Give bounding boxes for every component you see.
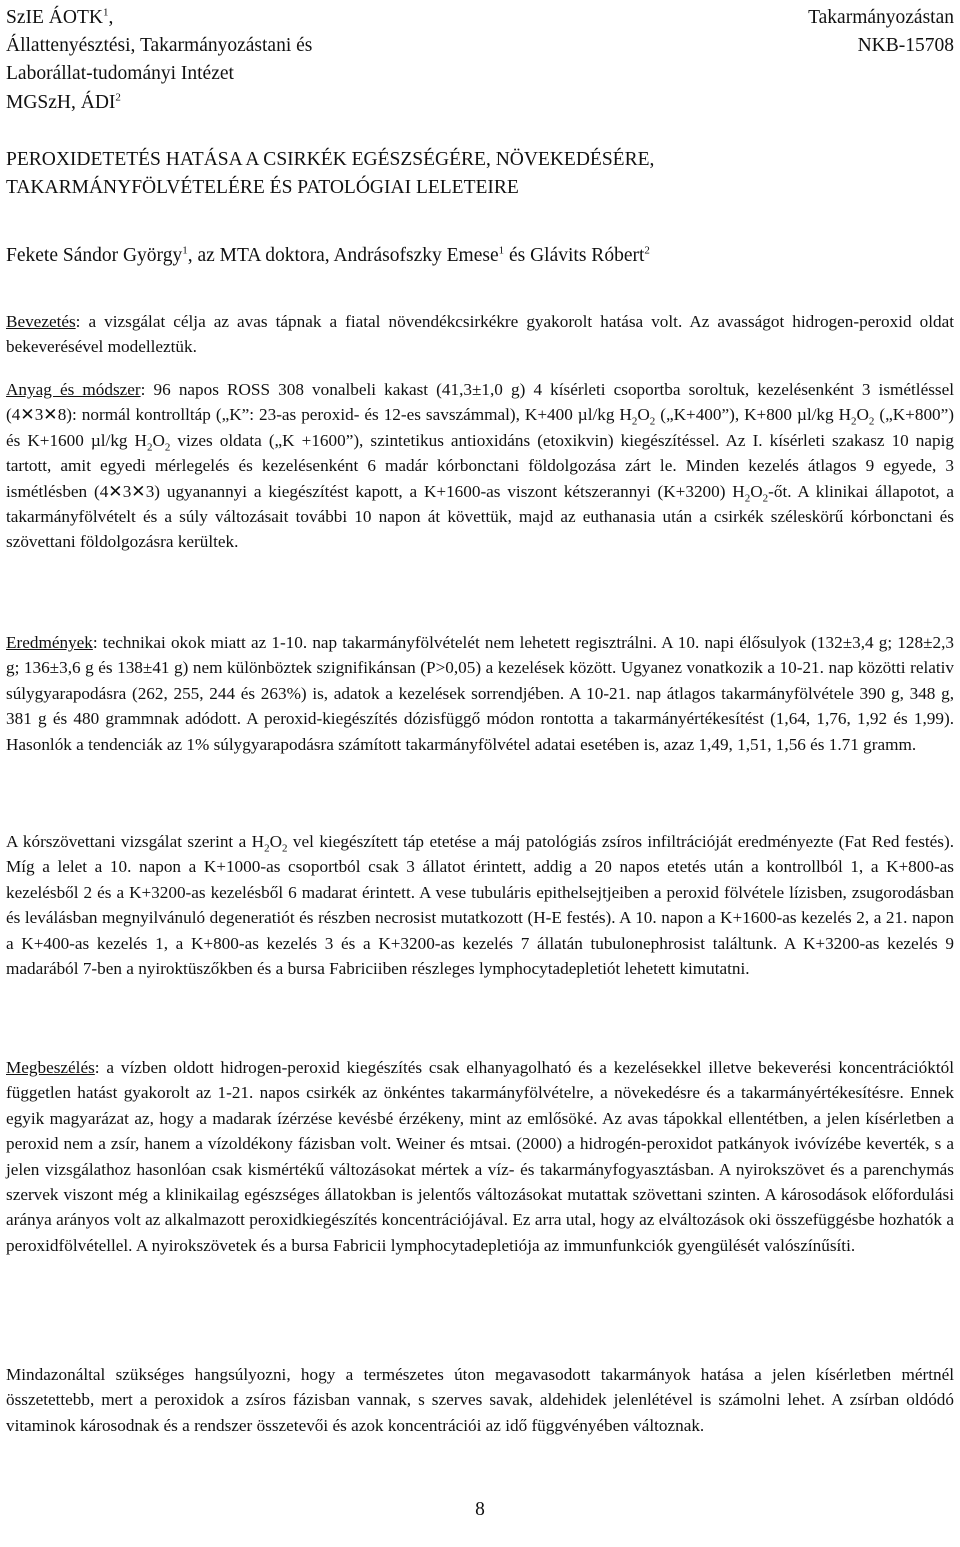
section-histopathology: A kórszövettani vizsgálat szerint a $H_2O_2$ vel kiegészített táp etetése a máj patológiás zsíros infiltrációját eredményezte (Fat Red festés). Míg a lelet a 10. napon a K+1000-as csoportból csak 3 állatot érintett, addig a 20 napos etetés után a kontrollból 1, a K+800-as kezelésből 2 és a K+3200-as kezelésből 6 madarat érintett. A vese tubuláris epithelsejtjeiben a peroxid fölvétele lízisben, zsugorodásban és leválásban megnyilvánuló degeneratiót és részben necrosist mutatkozott (H-E festés). A 10. napon a K+1600-as kezelés 2, a 21. napon a K+400-as kezelés 1, a K+800-as kezelés 3 és a K+3200-as kezelés 7 állatán tubulonephrosist találtunk. A K+3200-as kezelés 9 madarából 7-ben a nyiroktüszőkben és a bursa Fabriciiben részleges lymphocytadepletiót lehetett kimutatni. [6, 832, 955, 979]
project-code: NKB-15708 [857, 35, 954, 57]
institution-line-3: Laborállat-tudományi Intézet [6, 63, 234, 85]
institution-block [6, 4, 312, 117]
discussion-text: : a vízben oldott hidrogen-peroxid kiegészítés csak elhanyagolható és a kezelésekkel illetve bekeverési koncentrációktól független hatást gyakorolt az 1-21. napos csirkék az önkéntes takarmányfölvételre, a növekedésre és a takarmányértékesítésre. Ennek egyik magyarázat az, hogy a madarak ízérzése kevésbé érzékeny, mint az emlősöké. Az avas tápokkal ellentétben, a jelen kísérletben a peroxid nem a zsír, hanem a vízoldékony fázisban volt. Weiner és mtsai. (2000) a hidrogén-peroxidot patkányok ivóvízébe keverték, s a jelen vizsgálathoz hasonlóan csak kismértékű változásokat mértek a víz- és takarmányfogyasztásban. A nyirokszövet és a parenchymás szervek viszont még a klinikailag egészséges állatokban is jelentős változásokat mutattak szövettani szinten. A károsodások előfordulási aránya arányos volt az alkalmazott peroxidkiegészítés koncentrációjával. Ez arra utal, hogy az elváltozások oki összefüggésbe hozhatók a peroxidfölvétellel. A nyirokszövetek és a bursa Fabricii lymphocytadepletiója az immunfunkciók gyengülését valószínűsíti. [6, 1058, 954, 1255]
header [6, 0, 954, 130]
section-closing [6, 1362, 954, 1438]
institution-line-4: MGSzH, ÁDI$^2$ [6, 91, 121, 113]
results-heading: Eredmények [6, 633, 93, 652]
intro-text: : a vizsgálat célja az avas tápnak a fiatal növendékcsirkékre gyakorolt hatása volt. Az avasságot hidrogen-peroxid oldat bekeverésével modelleztük. [6, 312, 954, 357]
section-methods: Anyag és módszer: 96 napos ROSS 308 vonalbeli kakast (41,3±1,0 g) 4 kísérleti csoportba soroltuk, kezelésenként 3 ismétléssel (4✕3✕8): normál kontrolltáp („K”: 23-as peroxid- és 12-es savszámmal), K+400 µl/kg $H_2O_2$ („K+400”), K+800 µl/kg $H_2O_2$ („K+800”) és K+1600 µl/kg $H_2O_2$ vizes oldata („K +1600”), szintetikus antioxidáns (etoxikvin) kiegészítéssel. Az I. kísérleti szakasz 10 napig tartott, amit egyedi mérlegelés és kezelésenként 6 madár kórbonctani földolgozása zárt le. Minden kezelés átlagos 9 egyede, 3 ismétlésben (4✕3✕3) ugyanannyi a kiegészítést kapott, a K+1600-as viszont kétszerannyi (K+3200) $H_2O_2-őt$. A klinikai állapotot, a takarmányfölvételt és a súly változásait további 10 napon át követtük, majd az euthanasia után a csirkék széleskörű kórbonctani és szövettani földolgozásra kerültek. [6, 380, 954, 552]
closing-text: Mindazonáltal szükséges hangsúlyozni, hogy a természetes úton megavasodott takarmányok hatása a jelen kísérletben mértnél összetettebb, mert a peroxidok a zsíros fázisban vannak, s szerves savak, aldehidek jelenlétével is számolni lehet. A zsírban oldódó vitaminok károsodnak és a rendszer összetevői és azok koncentrációi az idő függvényében változnak. [6, 1365, 954, 1435]
subject-block [808, 4, 954, 60]
title-line-2: TAKARMÁNYFÖLVÉTELÉRE ÉS PATOLÓGIAI LELETEIRE [6, 177, 519, 199]
page-number: 8 [475, 1499, 485, 1520]
discussion-heading: Megbeszélés [6, 1058, 95, 1077]
intro-heading: Bevezetés [6, 312, 76, 331]
section-introduction [6, 309, 954, 360]
document-page [6, 0, 955, 1435]
institution-line-1: SzIE ÁOTK$^1$, [6, 6, 114, 28]
paper-title [6, 146, 654, 203]
results-text: : technikai okok miatt az 1-10. nap takarmányfölvételét nem lehetett regisztrálni. A 10. napi élősulyok (132±3,4 g; 128±2,3 g; 136±3,6 g és 138±41 g) nem különböztek szignifikánsan (P>0,05) a kezelések között. Ugyanez vonatkozik a 10-21. nap közötti relativ súlygyarapodásra (262, 255, 244 és 263%) is, adatok a kezelések sorrendjében. A 10-21. nap átlagos takarmányfölvétele 390 g, 348 g, 381 g és 480 grammnak adódott. A peroxid-kiegészítés dózisfüggő módon rontotta a takarmányértékesítést (1,64, 1,76, 1,92 és 1,99). Hasonlók a tendenciák az 1% súlygyarapodásra számított takarmányfölvétel adatai esetében is, azaz 1,49, 1,51, 1,56 és 1.71 gramm. [6, 633, 954, 754]
subject-name: Takarmányozástan [808, 7, 954, 28]
section-discussion [6, 1055, 954, 1258]
institution-line-2: Állattenyésztési, Takarmányozástani és [6, 35, 313, 57]
title-line-1: PEROXIDETETÉS HATÁSA A CSIRKÉK EGÉSZSÉGÉRE, NÖVEKEDÉSÉRE, [6, 149, 655, 170]
section-results [6, 630, 954, 757]
author-line: Fekete Sándor György$^1$, az MTA doktora, Andrásofszky Emese$^1$ és Glávits Róbert$^2$ [6, 244, 650, 266]
methods-heading: Anyag és módszer [6, 380, 141, 399]
